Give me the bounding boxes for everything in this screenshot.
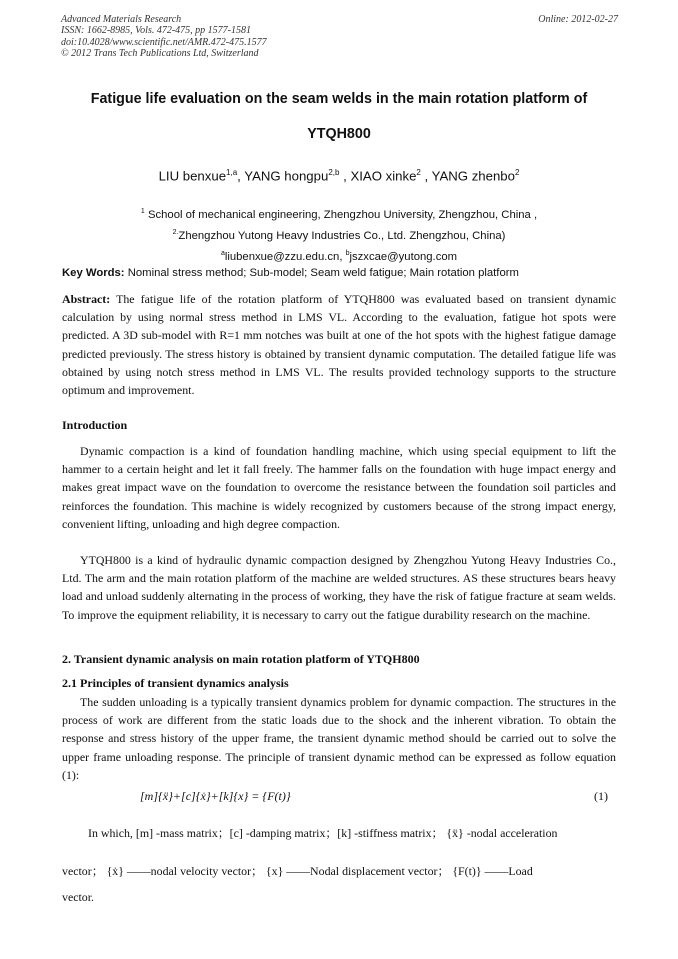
author-sup: 1,a xyxy=(226,168,238,177)
emails xyxy=(40,245,638,266)
author-name: YANG hongpu xyxy=(244,168,329,184)
abstract-text: The fatigue life of the rotation platform of YTQH800 was evaluated based on transient dynamic calculation by using normal stress method in LMS VL. According to the evaluation, fatigue hot spots were predicted. A 3D sub-model with R=1 mm notches was built at one of the hot spots with the highest fatigue damage predicted previously. The stress history is obtained by transient dynamic computation. The detailed fatigue life was obtained by using notch stress method in LMS VL. The results provided technology supports to the structure optimum and improvement. xyxy=(62,292,616,398)
author-list: LIU benxue$^{1,a}$, YANG hongpu$^{2,b}$ , XIAO xinke$^2$ , YANG zhenbo$^2$ xyxy=(158,168,520,184)
title-line-1: Fatigue life evaluation on the seam welds in the main rotation platform of xyxy=(90,91,588,107)
intro-paragraph-2: YTQH800 is a kind of hydraulic dynamic compaction designed by Zhengzhou Yutong Heavy Industries Co., Ltd. The arm and the main rotation platform of the machine are welded structures. AS these structures bears heavy load and unload suddenly alternating in the process of working, they have the risk of fatigue fracture at seam welds. To improve the equipment reliability, it is necessary to carry out the fatigue durability research on the machine. xyxy=(62,553,616,622)
affiliation-text: Zhengzhou Yutong Heavy Industries Co., Ltd. Zhengzhou, China) xyxy=(178,229,506,242)
author-sup: 2 xyxy=(416,168,421,177)
affiliation-2 xyxy=(40,224,638,245)
intro-paragraph-1: Dynamic compaction is a kind of foundation handling machine, which using special equipment to lift the hammer to a certain height and let it fall freely. The hammer falls on the foundation with huge impact energy and makes great impact wave on the foundation to overcome the resistance between the foundation soil particles and reinforces the foundation. This machine is widely recognized by customers because of the strong impact energy, convenient lifting, unloading and high degree compaction. xyxy=(62,444,616,531)
keywords xyxy=(62,267,617,279)
section-2-heading: 2. Transient dynamic analysis on main rotation platform of YTQH800 xyxy=(62,652,420,666)
affiliation-sup: 2. xyxy=(172,228,179,236)
abstract-label: Abstract: xyxy=(62,292,111,306)
email-sup: a xyxy=(220,249,225,257)
keywords-text: Nominal stress method; Sub-model; Seam weld fatigue; Main rotation platform xyxy=(127,267,519,279)
affiliation-text: School of mechanical engineering, Zhengzhou University, Zhengzhou, China , xyxy=(147,208,538,221)
affiliation-sup: 1 xyxy=(140,208,145,215)
equation-number: (1) xyxy=(594,789,608,803)
affiliation-1 xyxy=(40,203,638,224)
issn-line: ISSN: 1662-8985, Vols. 472-475, pp 1577-1581 xyxy=(61,25,251,37)
author-name: XIAO xinke xyxy=(350,168,417,184)
copyright-line: © 2012 Trans Tech Publications Ltd, Switzerland xyxy=(61,47,259,59)
journal-header xyxy=(61,14,267,59)
author-sup: 2,b xyxy=(328,168,340,177)
affiliations xyxy=(40,203,638,265)
title-line-2: YTQH800 xyxy=(307,126,371,142)
paper-title xyxy=(40,91,638,142)
email-b: jszxcae@yutong.com xyxy=(349,250,458,263)
author-sup: 2 xyxy=(514,168,520,177)
equation-definitions-line-3: vector. xyxy=(62,890,95,904)
section-2-1-heading: 2.1 Principles of transient dynamics analysis xyxy=(62,676,289,690)
section-2-1-paragraph: The sudden unloading is a typically transient dynamics problem for dynamic compaction. The structures in the process of work are different from the static loads due to the shock and the inherent vibration. To obtain the response and stress history of the upper frame, the transient dynamic method should be carried out to solve the upper frame unloading response. The principle of transient dynamic method can be expressed as follow equation (1): xyxy=(62,695,616,782)
abstract xyxy=(62,290,616,399)
equation-definitions-line-2: vector； {ẋ} ——nodal velocity vector； {x} ——Nodal displacement vector； {F(t)} ——Load xyxy=(62,864,533,878)
journal-name: Advanced Materials Research xyxy=(61,14,182,25)
equation-definitions-line-1: In which, [m] -mass matrix；[c] -damping matrix；[k] -stiffness matrix； {ẍ} -nodal acceleration xyxy=(88,826,558,840)
doi-line: doi:10.4028/www.scientific.net/AMR.472-475.1577 xyxy=(61,36,267,48)
keywords-label: Key Words: xyxy=(62,267,125,279)
equation-expression: [m]{ẍ}+[c]{ẋ}+[k]{x} = {F(t)} xyxy=(140,789,291,803)
author-name: LIU benxue xyxy=(158,168,227,184)
email-a: liubenxue@zzu.edu.cn, xyxy=(224,250,346,263)
introduction-heading: Introduction xyxy=(62,418,128,432)
author-name: YANG zhenbo xyxy=(431,168,515,184)
online-date: Online: 2012-02-27 xyxy=(538,14,618,25)
email-sup: b xyxy=(345,249,350,257)
